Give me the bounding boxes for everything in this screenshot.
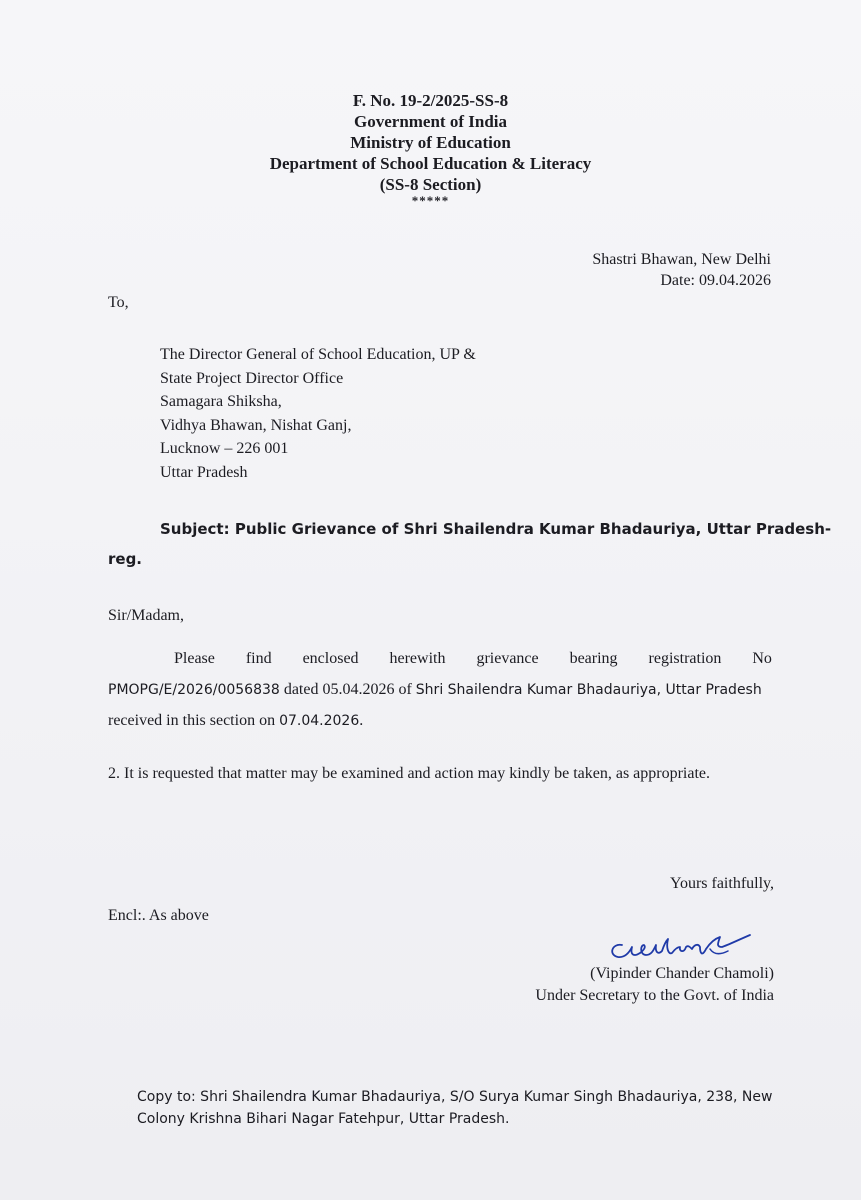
- department-name: Department of School Education & Literacy: [269, 154, 592, 173]
- subject-line: [160, 520, 832, 538]
- address-line: Vidhya Bhawan, Nishat Ganj,: [160, 416, 352, 434]
- address-line: The Director General of School Education, UP &: [160, 346, 476, 363]
- paragraph-1: [108, 643, 772, 736]
- ministry-name: Ministry of Education: [350, 133, 511, 152]
- letter-header: [0, 90, 861, 207]
- complainant-name: Shri Shailendra Kumar Bhadauriya, Uttar Pradesh: [415, 682, 762, 698]
- word: bearing: [569, 650, 618, 667]
- copy-to-line: Colony Krishna Bihari Nagar Fatehpur, Uttar Pradesh.: [137, 1111, 510, 1127]
- copy-to-line: Copy to: Shri Shailendra Kumar Bhadauriya, S/O Surya Kumar Singh Bhadauriya, 238, New: [137, 1089, 773, 1105]
- place: Shastri Bhawan, New Delhi: [592, 251, 771, 268]
- section-name: (SS-8 Section): [379, 175, 482, 194]
- word: herewith: [389, 650, 446, 667]
- paragraph-text: .: [359, 712, 364, 729]
- place-date-block: [592, 249, 771, 291]
- subject-label: Subject:: [160, 520, 230, 538]
- address-line: Samagara Shiksha,: [160, 393, 282, 410]
- subject-text: Public Grievance of Shri Shailendra Kumar Bhadauriya, Uttar Pradesh-: [234, 520, 832, 538]
- header-separator: *****: [411, 193, 450, 208]
- paragraph-1-line-2: [108, 674, 772, 705]
- government-name: Government of India: [354, 112, 507, 131]
- word: find: [245, 650, 272, 667]
- paragraph-2: 2. It is requested that matter may be examined and action may kindly be taken, as appropriate.: [108, 765, 711, 782]
- address-line: Uttar Pradesh: [160, 463, 248, 481]
- signatory-designation: Under Secretary to the Govt. of India: [535, 987, 774, 1004]
- recipient-address: [160, 343, 476, 484]
- subject-continuation: reg.: [108, 550, 143, 568]
- received-date: 07.04.2026: [279, 713, 360, 729]
- word: registration: [648, 650, 722, 667]
- signatory-name: (Vipinder Chander Chamoli): [590, 965, 774, 982]
- word: enclosed: [302, 650, 359, 667]
- salutation: Sir/Madam,: [108, 607, 184, 624]
- handwritten-signature: [600, 925, 760, 967]
- copy-to: [137, 1086, 772, 1130]
- closing: Yours faithfully,: [669, 875, 774, 892]
- to-label: To,: [108, 294, 129, 311]
- address-line: Lucknow – 226 001: [160, 440, 289, 457]
- paragraph-text: dated 05.04.2026 of: [279, 681, 416, 698]
- word: Please: [174, 650, 215, 667]
- file-number: F. No. 19-2/2025-SS-8: [352, 91, 509, 110]
- registration-number: PMOPG/E/2026/0056838: [108, 682, 280, 698]
- address-line: State Project Director Office: [160, 369, 344, 387]
- word: No: [752, 650, 772, 667]
- signatory-block: [535, 963, 774, 1007]
- paragraph-1-line-3: [108, 705, 772, 736]
- paragraph-1-line-1: [108, 643, 772, 674]
- letter-date: Date: 09.04.2026: [660, 272, 771, 289]
- paragraph-text: received in this section on: [108, 712, 280, 729]
- enclosure-note: Encl:. As above: [108, 907, 209, 924]
- word: grievance: [476, 650, 539, 667]
